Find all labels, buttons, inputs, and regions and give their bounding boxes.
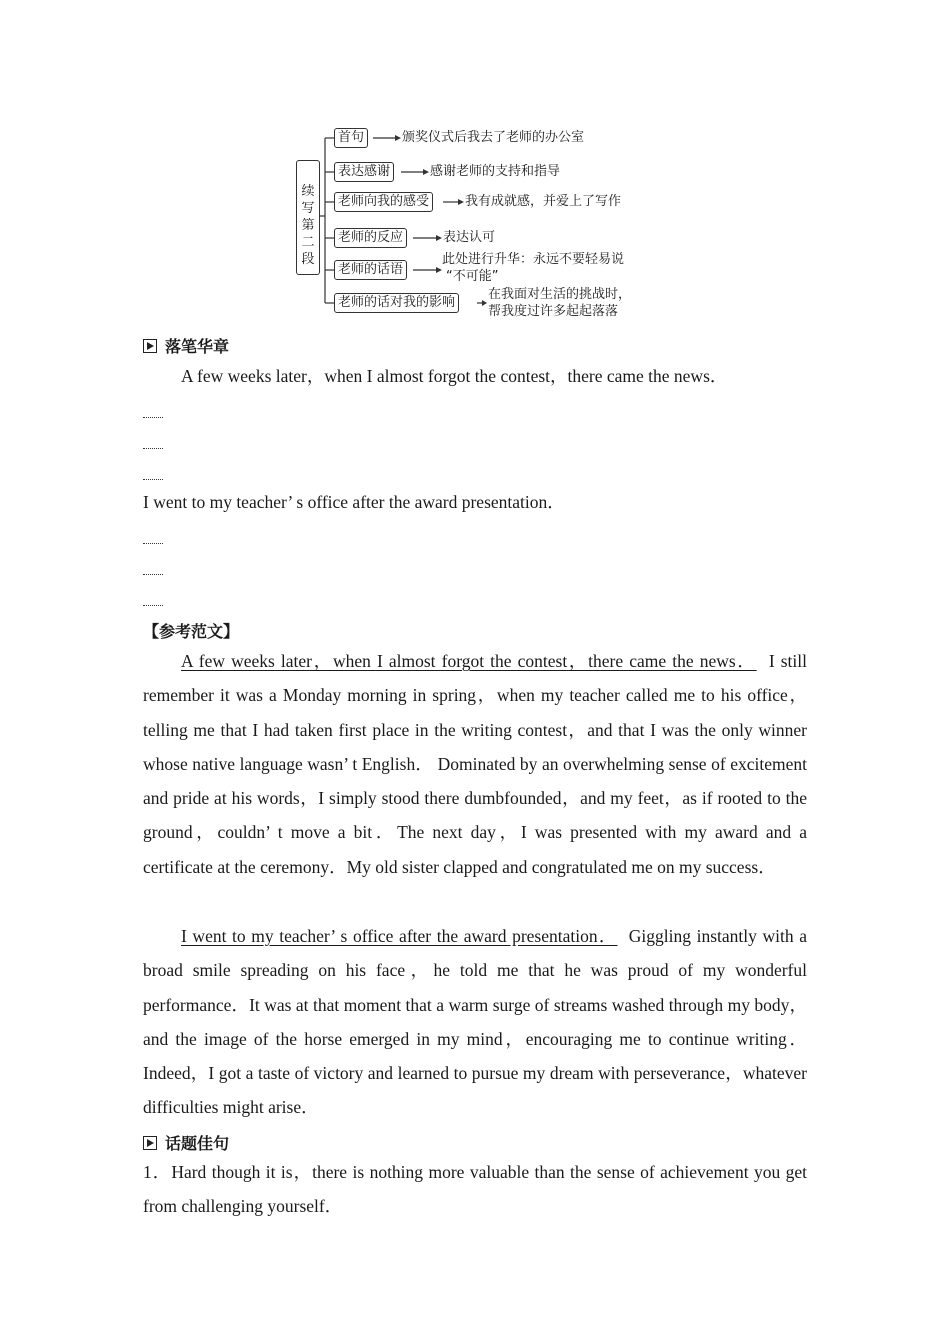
branch-first-sentence: 首句 xyxy=(334,128,368,148)
note-teacher-reaction: 表达认可 xyxy=(443,230,496,245)
opening-sentence-1: A few weeks later，when I almost forgot the contest，there came the news． xyxy=(181,366,728,386)
note-teacher-words-line1: 此处进行升华：永远不要轻易说 xyxy=(442,252,625,267)
branch-teacher-words: 老师的话语 xyxy=(334,260,407,280)
branch-feelings: 老师向我的感受 xyxy=(334,192,433,212)
writing-line-marker xyxy=(143,543,163,544)
paragraph-body: I still remember it was a Monday morning in spring，when my teacher called me to his office，telling me that I had taken first place in the writing contest，and that I was the only winner whose native language wasn’ t English． Dominated by an overwhelming sense of excitement and pride at his words，I simply stood there dumbfounded，and my feet，as if rooted to the ground，couldn’ t move a bit．The next day，I was presented with my award and a certificate at the ceremony．My old sister clapped and congratulated me on my success． xyxy=(143,651,808,877)
underlined-opening: I went to my teacher’ s office after the award presentation． xyxy=(181,926,618,946)
branch-teacher-reaction: 老师的反应 xyxy=(334,228,407,248)
root-char: 续 xyxy=(301,184,315,199)
reference-essay-heading: 【参考范文】 xyxy=(143,622,240,641)
reference-paragraph-2 xyxy=(143,919,807,1125)
mind-map-root xyxy=(296,160,320,275)
reference-paragraph-1 xyxy=(143,644,807,884)
underlined-opening: A few weeks later，when I almost forgot the contest，there came the news． xyxy=(181,651,757,671)
root-char: 写 xyxy=(301,201,315,216)
writing-line-marker xyxy=(143,417,163,418)
paragraph-body: Giggling instantly with a broad smile spreading on his face，he told me that he was proud of my wonderful performance．It was at that moment that a warm surge of streams washed through my body，and the image of the horse emerged in my mind，encouraging me to continue writing．Indeed，I got a taste of victory and learned to pursue my dream with perseverance，whatever difficulties might arise． xyxy=(143,926,807,1118)
root-char: 段 xyxy=(301,252,315,267)
topic-sentence-1: 1．Hard though it is，there is nothing more valuable than the sense of achievement you get from challenging yourself． xyxy=(143,1162,807,1217)
branch-influence: 老师的话对我的影响 xyxy=(334,293,459,313)
section-heading-writing xyxy=(143,334,229,357)
writing-line-marker xyxy=(143,574,163,575)
writing-line-marker xyxy=(143,479,163,480)
branch-express-thanks: 表达感谢 xyxy=(334,162,394,182)
writing-line-marker xyxy=(143,605,163,606)
play-triangle-icon xyxy=(143,1136,157,1150)
section-title: 话题佳句 xyxy=(165,1134,230,1153)
section-heading-topic-sentences xyxy=(143,1131,229,1154)
note-teacher-words-line2: “不可能” xyxy=(446,269,499,284)
note-feelings: 我有成就感，并爱上了写作 xyxy=(465,194,622,209)
note-first-sentence: 颁奖仪式后我去了老师的办公室 xyxy=(402,130,585,145)
root-char: 第 xyxy=(301,218,315,233)
note-influence-line2: 帮我度过许多起起落落 xyxy=(488,304,619,319)
opening-sentence-2: I went to my teacher’ s office after the award presentation． xyxy=(143,492,565,512)
root-char: 二 xyxy=(301,235,315,250)
play-triangle-icon xyxy=(143,339,157,353)
note-influence-line1: 在我面对生活的挑战时， xyxy=(488,287,632,302)
writing-line-marker xyxy=(143,448,163,449)
mind-map-diagram xyxy=(0,0,950,330)
section-title: 落笔华章 xyxy=(165,337,230,356)
note-express-thanks: 感谢老师的支持和指导 xyxy=(430,164,561,179)
